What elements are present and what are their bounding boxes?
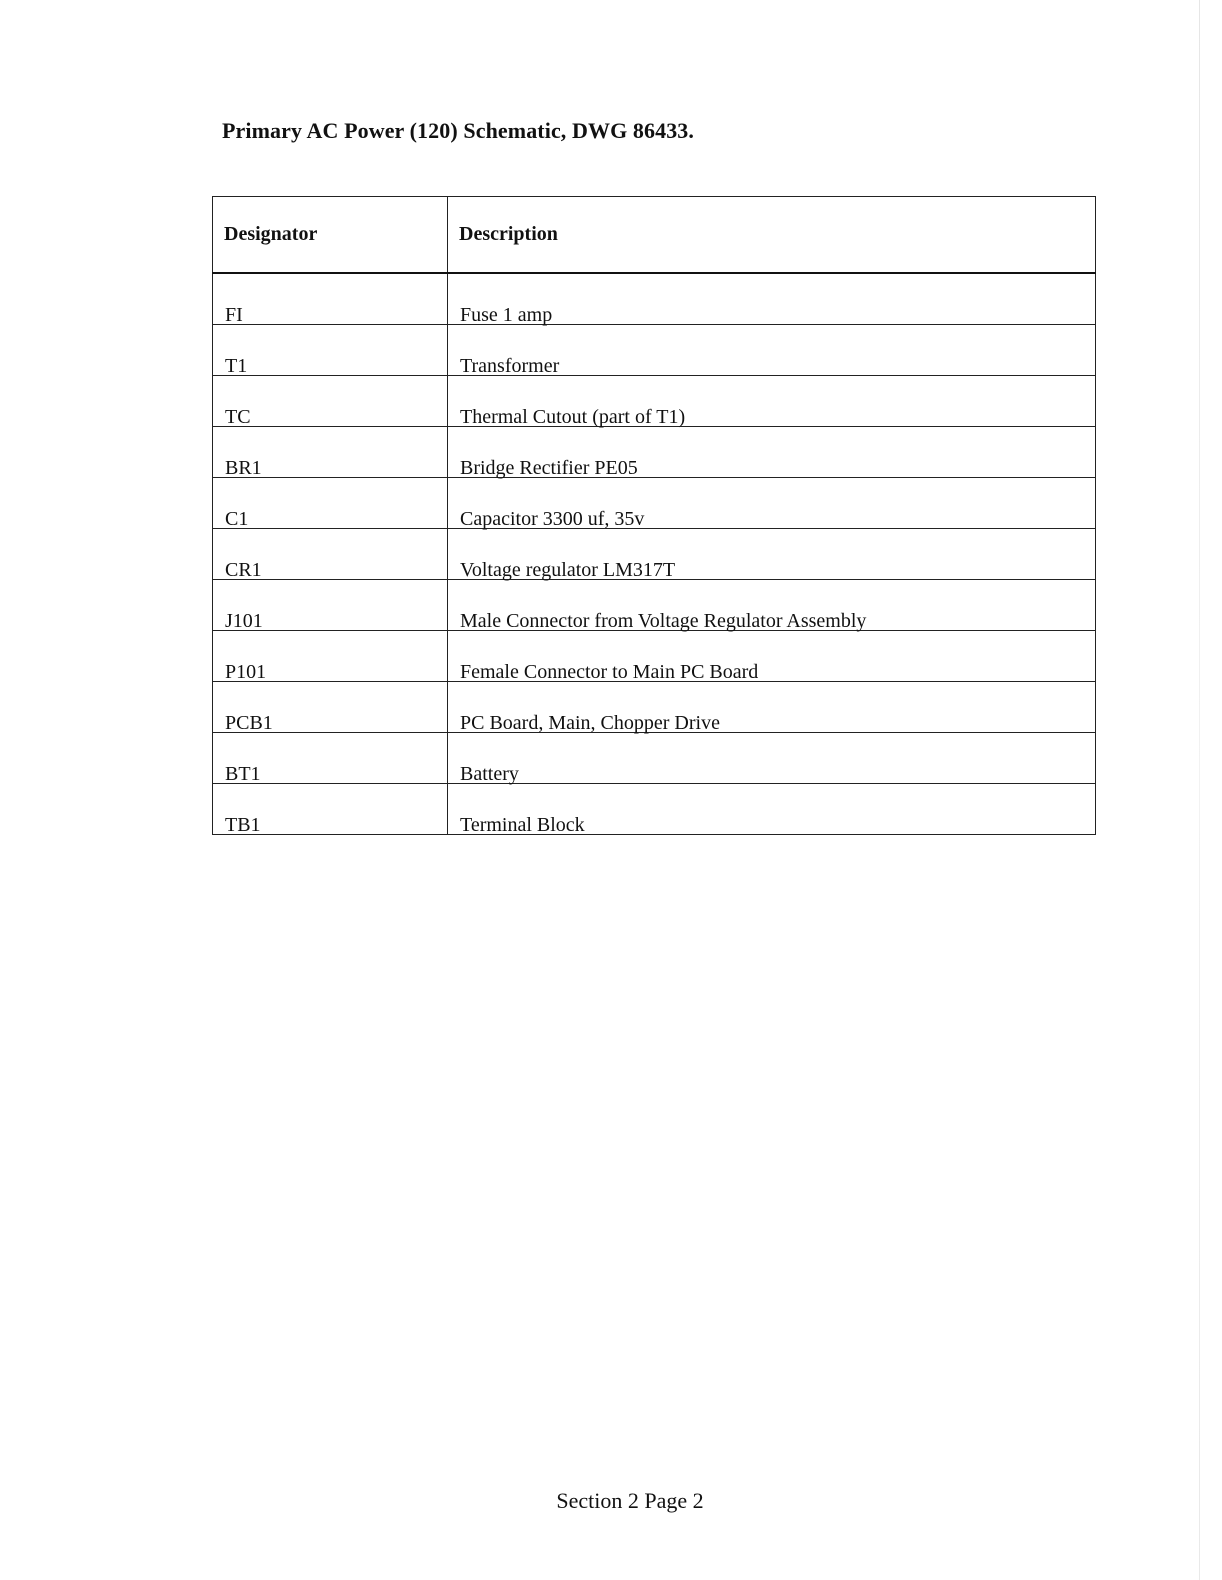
description-text: Capacitor 3300 uf, 35v	[460, 508, 645, 530]
table-header-row	[213, 197, 1096, 274]
table-row	[213, 427, 1096, 478]
designator-text: FI	[225, 304, 243, 326]
scan-edge-line	[1199, 0, 1200, 1580]
designator-text: CR1	[225, 559, 262, 581]
designator-cell	[213, 427, 448, 478]
table-row	[213, 631, 1096, 682]
description-cell	[448, 631, 1096, 682]
description-cell	[448, 325, 1096, 376]
table-row	[213, 325, 1096, 376]
parts-table-body	[213, 273, 1096, 835]
description-cell	[448, 529, 1096, 580]
table-row	[213, 580, 1096, 631]
description-text: Thermal Cutout (part of T1)	[460, 406, 686, 428]
designator-cell	[213, 529, 448, 580]
parts-table	[212, 196, 1096, 835]
designator-text: J101	[225, 610, 263, 632]
description-text: PC Board, Main, Chopper Drive	[460, 712, 720, 734]
designator-text: TB1	[225, 814, 261, 836]
description-text: Transformer	[460, 355, 560, 377]
designator-text: T1	[225, 355, 248, 377]
description-cell	[448, 376, 1096, 427]
table-row	[213, 733, 1096, 784]
description-text: Voltage regulator LM317T	[460, 559, 676, 581]
designator-cell	[213, 784, 448, 835]
designator-text: BT1	[225, 763, 261, 785]
designator-text: PCB1	[225, 712, 273, 734]
designator-cell	[213, 733, 448, 784]
designator-text: C1	[225, 508, 249, 530]
designator-cell	[213, 325, 448, 376]
table-row	[213, 529, 1096, 580]
designator-cell	[213, 631, 448, 682]
description-text: Male Connector from Voltage Regulator Assembly	[460, 610, 867, 632]
table-row	[213, 478, 1096, 529]
description-cell	[448, 580, 1096, 631]
description-text: Terminal Block	[460, 814, 585, 836]
description-text: Battery	[460, 763, 519, 785]
description-text: Bridge Rectifier PE05	[460, 457, 638, 479]
designator-cell	[213, 682, 448, 733]
table-row	[213, 682, 1096, 733]
page-footer: Section 2 Page 2	[556, 1488, 704, 1513]
description-cell	[448, 784, 1096, 835]
designator-cell	[213, 580, 448, 631]
description-cell	[448, 682, 1096, 733]
table-row	[213, 376, 1096, 427]
designator-text: P101	[225, 661, 267, 683]
description-cell	[448, 733, 1096, 784]
table-row	[213, 273, 1096, 325]
designator-cell	[213, 273, 448, 325]
description-cell	[448, 273, 1096, 325]
designator-column-header: Designator	[213, 197, 448, 274]
description-cell	[448, 478, 1096, 529]
designator-cell	[213, 376, 448, 427]
description-column-header: Description	[448, 197, 1096, 274]
designator-text: TC	[225, 406, 251, 428]
description-text: Female Connector to Main PC Board	[460, 661, 759, 683]
designator-text: BR1	[225, 457, 262, 479]
designator-cell	[213, 478, 448, 529]
page-title: Primary AC Power (120) Schematic, DWG 86433.	[222, 118, 695, 143]
description-cell	[448, 427, 1096, 478]
table-row	[213, 784, 1096, 835]
description-text: Fuse 1 amp	[460, 304, 553, 326]
